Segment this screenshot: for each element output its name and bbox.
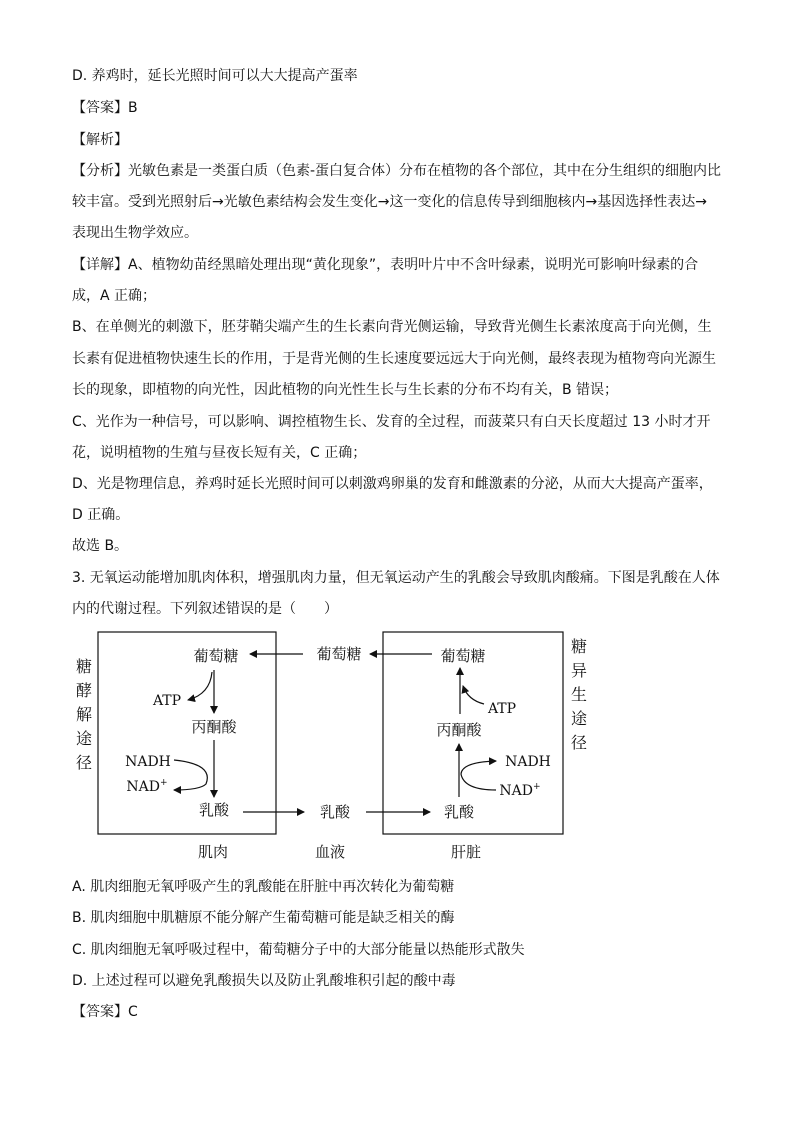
detail-line-9: D 正确。 (72, 507, 130, 523)
detail-line-1: 【详解】A、植物幼苗经黑暗处理出现“黄化现象”，表明叶片中不含叶绿素，说明光可影响叶绿素的合 (72, 257, 699, 273)
muscle-nadh: NADH (125, 754, 171, 770)
left-label-char-3: 解 (75, 705, 93, 724)
option-b: B. 肌肉细胞中肌糖原不能分解产生葡萄糖可能是缺乏相关的酶 (72, 910, 455, 926)
analysis-line-2: 较丰富。受到光照射后→光敏色素结构会发生变化→这一变化的信息传导到细胞核内→基因选择性表达→ (72, 194, 707, 210)
liver-atp: ATP (487, 701, 517, 717)
left-label-char-1: 糖 (75, 657, 93, 676)
liver-atp-arrow (463, 686, 484, 704)
liver-nad-sup: + (533, 782, 541, 792)
muscle-lactate: 乳酸 (198, 801, 230, 819)
answer-label-prev: 【答案】B (72, 100, 138, 116)
detail-line-7: 花，说明植物的生殖与昼夜长短有关，C 正确； (72, 445, 367, 461)
question-line-1: 3. 无氧运动能增加肌肉体积，增强肌肉力量，但无氧运动产生的乳酸会导致肌肉酸痛。下图是乳酸在人体 (72, 570, 720, 586)
detail-line-3: B、在单侧光的刺激下，胚芽鞘尖端产生的生长素向背光侧运输，导致背光侧生长素浓度高于向光侧，生 (72, 319, 712, 335)
analysis-label: 【解析】 (72, 132, 128, 148)
liver-nad-arrow (461, 761, 496, 790)
detail-line-6: C、光作为一种信号，可以影响、调控植物生长、发育的全过程，而菠菜只有白天长度超过 13 小时才开 (72, 414, 711, 430)
muscle-nad-sup: + (160, 778, 168, 788)
muscle-atp: ATP (152, 693, 182, 709)
left-label-char-5: 径 (75, 753, 93, 772)
left-label-char-4: 途 (75, 729, 93, 748)
option-a: A. 肌肉细胞无氧呼吸产生的乳酸能在肝脏中再次转化为葡萄糖 (72, 879, 455, 895)
analysis-line-1: 【分析】光敏色素是一类蛋白质（色素-蛋白复合体）分布在植物的各个部位，其中在分生组织的细胞内比 (72, 163, 722, 179)
detail-line-8: D、光是物理信息，养鸡时延长光照时间可以刺激鸡卵巢的发育和雌激素的分泌，从而大大提高产蛋率， (72, 476, 713, 492)
muscle-pyruvate: 丙酮酸 (191, 718, 237, 736)
caption-muscle: 肌肉 (197, 843, 229, 861)
muscle-box (98, 632, 276, 834)
option-d-prev: D. 养鸡时，延长光照时间可以大大提高产蛋率 (72, 68, 358, 84)
liver-nad: NAD+ (499, 782, 541, 799)
liver-pyruvate: 丙酮酸 (436, 721, 482, 739)
right-label-char-3: 生 (570, 685, 588, 704)
detail-line-2: 成，A 正确； (72, 288, 157, 304)
caption-liver: 肝脏 (450, 843, 482, 861)
caption-blood: 血液 (314, 843, 346, 861)
liver-lactate: 乳酸 (443, 803, 475, 821)
muscle-glucose: 葡萄糖 (193, 647, 239, 665)
right-label-char-2: 异 (570, 661, 588, 680)
detail-line-4: 长素有促进植物快速生长的作用，于是背光侧的生长速度要远远大于向光侧，最终表现为植物弯向光源生 (72, 351, 716, 367)
muscle-nadh-arrow (174, 760, 207, 790)
muscle-nad: NAD+ (126, 778, 168, 795)
detail-line-5: 长的现象，即植物的向光性，因此植物的向光性生长与生长素的分布不均有关，B 错误； (72, 382, 619, 398)
question-line-2: 内的代谢过程。下列叙述错误的是（ ） (72, 601, 338, 617)
option-c: C. 肌肉细胞无氧呼吸过程中，葡萄糖分子中的大部分能量以热能形式散失 (72, 942, 525, 958)
choose-line: 故选 B。 (72, 538, 129, 554)
right-label-char-4: 途 (570, 709, 588, 728)
option-d: D. 上述过程可以避免乳酸损失以及防止乳酸堆积引起的酸中毒 (72, 973, 456, 989)
right-label-char-5: 径 (570, 733, 588, 752)
muscle-atp-arrow (188, 672, 212, 700)
liver-glucose: 葡萄糖 (440, 647, 486, 665)
left-label-char-2: 酵 (75, 681, 93, 700)
answer-label: 【答案】C (72, 1004, 138, 1020)
blood-lactate: 乳酸 (319, 803, 351, 821)
liver-nadh: NADH (505, 754, 551, 770)
blood-glucose: 葡萄糖 (316, 645, 362, 663)
right-label-char-1: 糖 (570, 637, 588, 656)
analysis-line-3: 表现出生物学效应。 (72, 225, 198, 241)
